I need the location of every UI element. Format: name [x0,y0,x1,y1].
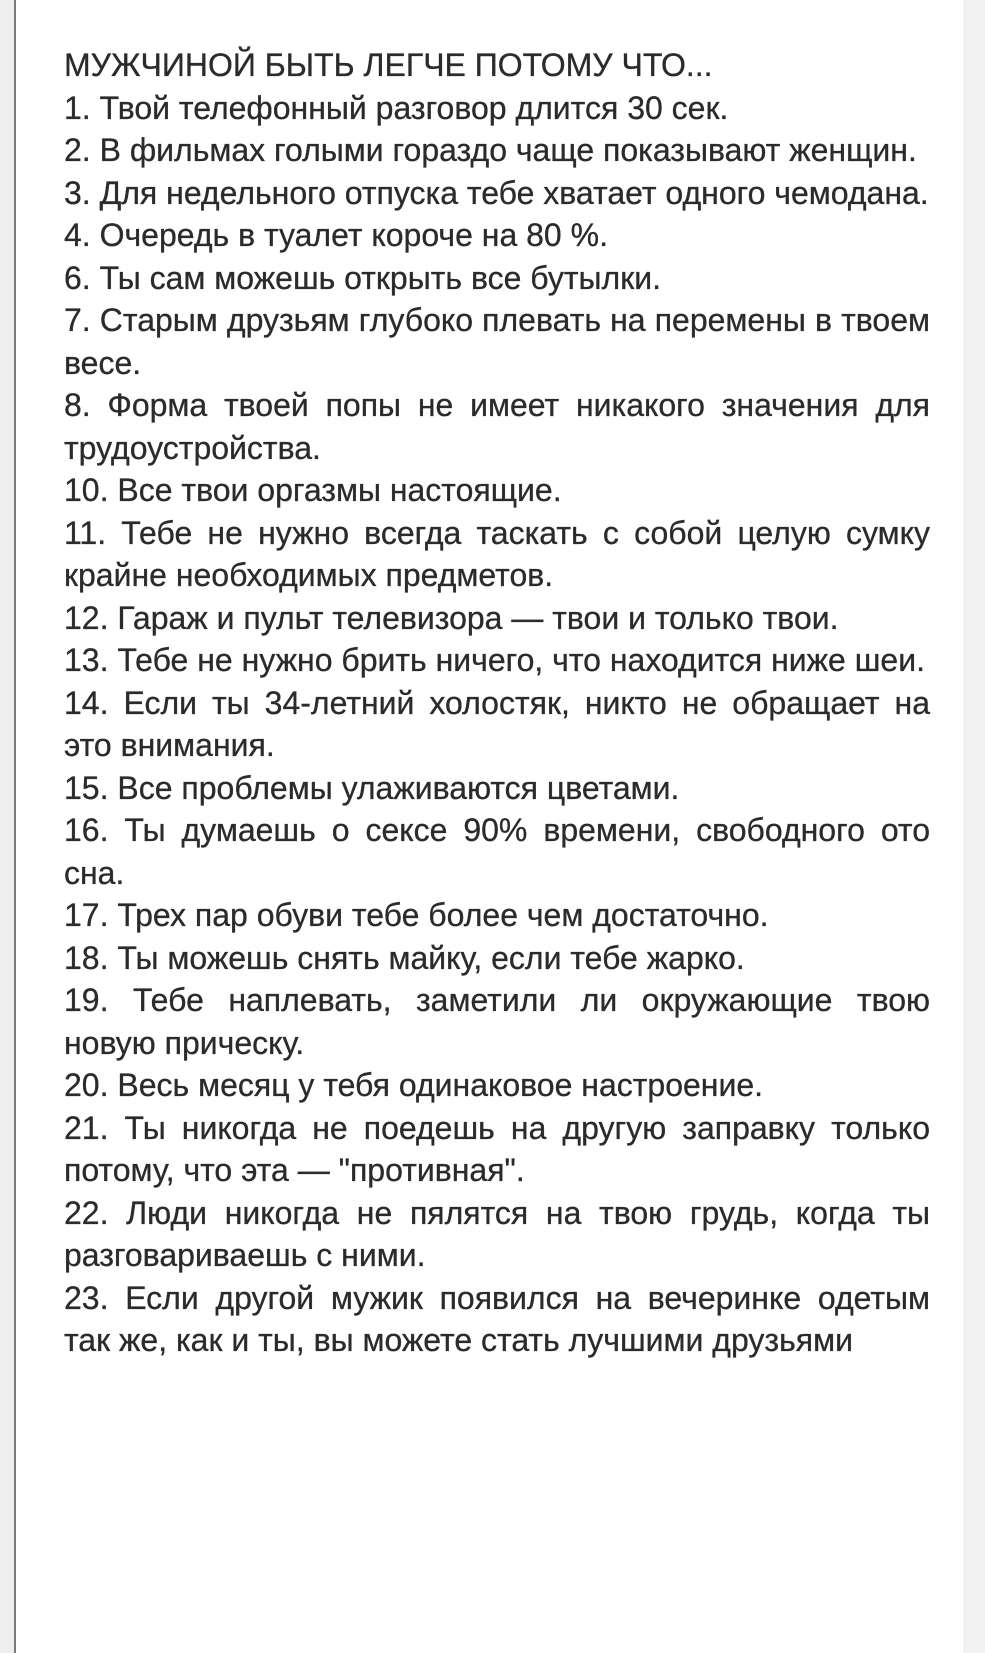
list-item: 2. В фильмах голыми гораздо чаще показывают женщин. [64,132,917,168]
left-margin [0,0,14,1653]
list-item: 7. Старым друзьям глубоко плевать на перемены в твоем весе. [64,302,930,381]
list-item: 6. Ты сам можешь открыть все бутылки. [64,259,661,296]
list-item: 22. Люди никогда не пялятся на твою грудь, когда ты разговариваешь с ними. [64,1194,930,1273]
list-item: 3. Для недельного отпуска тебе хватает одного чемодана. [64,174,929,211]
list-item: 15. Все проблемы улаживаются цветами. [64,769,680,806]
list-item: 17. Трех пар обуви тебе более чем достаточно. [64,897,769,933]
document-title: МУЖЧИНОЙ БЫТЬ ЛЕГЧЕ ПОТОМУ ЧТО... [64,47,713,83]
list-item: 19. Тебе наплевать, заметили ли окружающие твою новую прическу. [64,982,930,1061]
list-item: 18. Ты можешь снять майку, если тебе жарко. [64,939,745,976]
list-item: 16. Ты думаешь о сексе 90% времени, свободного ото сна. [64,812,930,891]
list-item: 23. Если другой мужик появился на вечеринке одетым так же, как и ты, вы можете стать лучшими друзьями [64,1279,930,1358]
list-item: 1. Твой телефонный разговор длится 30 сек. [64,89,729,126]
right-margin [963,0,985,1653]
list-item: 8. Форма твоей попы не имеет никакого значения для трудоустройства. [64,387,930,466]
list-item: 20. Весь месяц у тебя одинаковое настроение. [64,1067,764,1103]
list-item: 13. Тебе не нужно брить ничего, что находится ниже шеи. [64,642,925,678]
list-item: 4. Очередь в туалет короче на 80 %. [64,217,608,253]
list-item: 14. Если ты 34-летний холостяк, никто не обращает на это внимания. [64,684,930,763]
text-block [64,44,930,1362]
list-item: 10. Все твои оргазмы настоящие. [64,472,562,508]
list-item: 11. Тебе не нужно всегда таскать с собой целую сумку крайне необходимых предметов. [64,514,930,593]
list-item: 12. Гараж и пульт телевизора — твои и только твои. [64,599,839,636]
list-item: 21. Ты никогда не поедешь на другую заправку только потому, что эта — "противная". [64,1109,930,1188]
